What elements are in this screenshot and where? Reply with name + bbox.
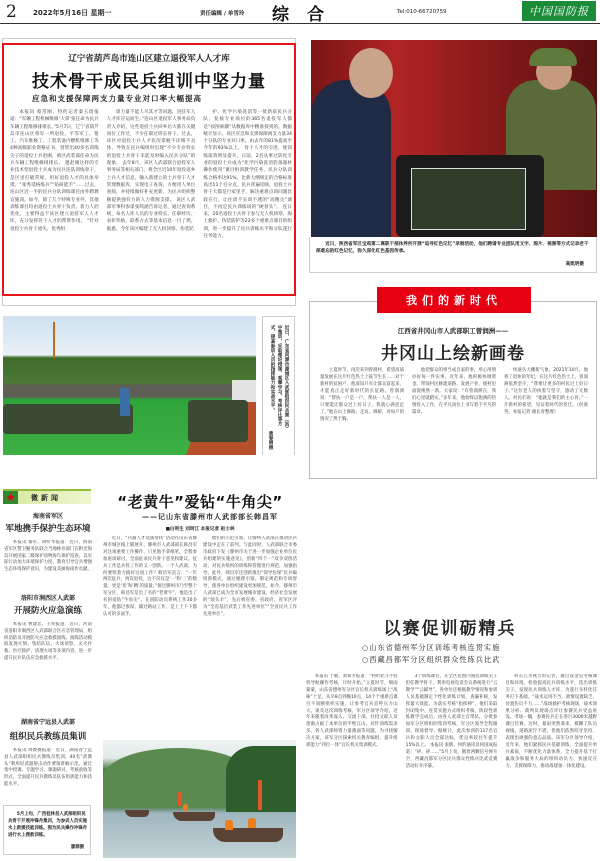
competition-column-text: 本报讯 于敏、刘知才报道：“利用北斗手持机导航操作考核，计时开始。”立夏时节，细雨蒙蒙，山东省德州军分区官长机关训练场上“战味”十足。从早8点到晚10点，14个个重难点课目不间断组织实施，让参考官兵直呼压力山大。谈及这次训练考核，军分区领导介绍，近年来随着改革深入，交流干部、社招文职人员逐渐占据了本单位的半壁江山。对针训练需求多、各人武部师资力量薄弱等问题，为寻找解决方案，该军分区探索机关教育编组，提升组训能力“四位一体”官长机关集训模式。: [306, 674, 398, 749]
veteran-photo-caption: 近日，陕西省军区宝鸡第二离职干部休养所开展“追寻红色记忆”录制活动，他们聘请专业团队用文字、图片、视频等方式记录老干部难忘的红色记忆，弥久深化红色基因传承。: [316, 242, 589, 254]
camera-screen: [411, 168, 526, 230]
interviewer-figure: [311, 80, 391, 237]
competition-body: [306, 674, 597, 858]
micro-news-label: 微新闻: [31, 494, 61, 502]
new-era-column: [412, 367, 496, 472]
micro-news-body: 本报讯 秦军、胡昕华报道：近日，海南省军区警卫勤务队联合当地林业部门在附近海岛开展国家二级保护动物海鸟保护巡查，以实际行动加大环境保护力度，教育引导官兵增强生态环境保护意识，为建设美丽海南作贡献。: [4, 540, 92, 573]
interviewer-head: [349, 48, 393, 98]
instructor: [120, 388, 130, 416]
ox-story-byline: ■白利生 刘珂江 本报记者 赵士林: [165, 527, 235, 532]
micro-news-body: 本报讯 周俊摄报道：近日，湖南省宁远县人武部组织民兵教练员集训，40名“武教头”利用轻武器射击动作要领讲解示范、通过集中授课、专题学习、课题研讨、考核验收等形式，全面提升民兵教练员队伍组训能力和技能水平。: [4, 748, 92, 787]
micro-news-headline[interactable]: 组织民兵教练员集训: [9, 732, 87, 742]
masthead: [0, 0, 600, 24]
micro-news-body: 本报讯 曹建忠、王铁报道：近日，河南省洛阳市涧西区人武部联合区应急管理局，组织消防员开展防火应急救援演练。演练活动模拟发现火情、集结队伍、火场侦察、灭火扑救、医疗救护、清理火场等多项内容，进一步提升民兵队伍应急救援水平。: [4, 622, 92, 661]
ox-story-body: [103, 536, 297, 738]
ox-column-text: 他们的示范引领，让滕州人武部在推动民兵建设中走在了前列。与此同时，人武部联合市委市政府下发《滕州市关于进一步加强企业单位民兵组建的实施意见》，创新“四个一”双争双创活动，对民兵组织的训练和管理进行规范，加强指导。此外，韩昌军还创新推出“领导包保”民兵编组新模式，通过梳理引领、制定规范和专项督导，使各单位组织建设更加规范。如今，滕州市人武部已成为全市发展城市建设、经济社会发展的“领头羊”，先后被省委、省政府、省军区评为“全省基层武装工作先进单位”“全省民兵工作先进单位”。: [203, 536, 297, 617]
lead-column-text: 训力量不能人尽其才等问题，进驻军人人才库应运而生。”连山区退役军人事务局负责人介绍，这些退役士兵回乡后大都在关键岗位工作过，不少任职过班长骨干。过去，该区对退役士兵人才状况掌握不详细不具体，导致在民兵编组时出现“不少专业特长的退役士兵骨干未能及时编入民兵分队”的现象。 去年8月，该区人武部联合退役军人事务局等相关部门，将全区近10年退役返乡士兵人才信息，输入新建立的士兵骨干人才管理数据库，实现电子查询，方便用人单位查阅，并持续做好补充更新，为民兵组织整顿提供强有力的人力资源支撑。 该区人武部军事科参谋张鸣涵告诉记者，通过查询系统，每名人库人员的专业特长、任职经历、表彰奖励、联系方式等基本信息一目了然。据悉，今年该区编建了无人机侦察、伪装防: [106, 110, 196, 232]
ox-column-text: 近日，“兵器人才选拔帮扶”活动在山东省滕州市城区线上铺展开。滕州市人武部部长韩昌军对这项重要工作操作，只见他手拿纸笔，全程参加座谈研讨，全面征求民兵骨干意见和建议。征兵工作是兵役工作的又一创新。一个人武部，为何要铁着力搞好这项工作？韩昌军直言：“一年两次征兵，两次退役，这不仅仅是‘一’和‘三’的数量，更是‘优’和‘精’的质量。”接过滕州市乃至整个军分区，韩昌军是出了名的“老黄牛”，他是出了名的爱钻“牛角尖”。在国防动员系统工作30多年，他都过参谋、辅过路站工作，是上上下下都认可的多面手。: [103, 536, 197, 617]
lead-column-text: 护、化学污染洗消等一批新质民兵分队，复核专业岗位的365名退役军人都是“按图索骥”从数据库中精准找到的。数据统计显示，该区应急和支援保障两支力量34个分队的专业对口率，由去年的81%提高至今年的93%以上。 骨干人才的引进，使训练质效明显提升。日前，2名从事过防化专业的退役士兵成为“化学污染洗消装备器材操作使用”课目组训教学任务，民兵分队训练合格率达91%，比新大纲规定的合格标准高出11个百分点。民兵普遍反映，退役士兵骨干大都是行家里手，解决重难点训问题比较在行，让往训不实训不透的“高精尖”课目，不再是民兵训练场的“硬骨头”。 连日来，20名退役士兵骨干参与无人机侦察、海上救护、伪装防护等23多个重难点课目的组训，进一步提升了民兵训练水平和分队遂行任务能力。: [203, 110, 293, 240]
boat: [213, 828, 283, 842]
lead-column-text: 本报讯 蔡常刚、特约记者秦玉琦报道：“军辆工程机械维修‘大拿’张任命为民兵车辆工程维修排排长。”5月7日，辽宁省葫芦岛市连山区将军一所退役，平等军工、钳工、汽车维修工、工程装备内燃机维修工等4种高级职业资格证书，曾带出40多名训练尖子的退役士兵赵刚，被区武装部任命为民兵车辆工程维修排排长。 邀赵刚这样的专业技术型退役士兵成为民兵连队训练骨干，是区里打破常规、用好退役人才的具体举措。“张秀延格练兵”“钻研能手”……过去，连山区近一半的民兵分队训练课目由外聘教官施训。如今，除了几个特殊专业外，其他训练课目均由退役士兵骨干负责。着力人的优化，主要得益于该区建立退役军人人才库，充分发挥骨干人才的帮带作用。 “针对退役士兵骨干流失、优秀组: [10, 110, 99, 232]
competition-subhead: ○山东省德州军分区训练考核连贯实施: [362, 643, 501, 652]
micro-news-headline[interactable]: 开展防火应急演练: [13, 606, 82, 616]
lead-headline: 技术骨干成民兵组训中坚力量: [32, 72, 266, 92]
lead-subheadline: 应急和支援保障两支力量专业对口率大幅提高: [32, 94, 202, 103]
competition-column: [505, 674, 597, 858]
lead-story[interactable]: [2, 43, 296, 296]
responsible-editor: 责任编辑 / 单雪玲: [200, 11, 245, 17]
boat: [125, 810, 149, 817]
veteran-photo-caption-box: [309, 237, 597, 273]
photo-credit: 廖源摄: [70, 845, 84, 850]
competition-column-text: 3个训练课目，在全区范围内遴选训练尖子担任教学骨干，利用电视电话会议系统进行“云教学”“云辅导”。各单位还根据教学情况和参训人员基础制定个性化训练计划，查漏补缺，发挥最大效能。为落实考核“指挥棒”，他们采取封闭集中、连贯实施方式组织考核，阶段性训练教学完成后，由各人武部主官带队，分批参加军分区组织的集训考核，军分区领导全程跟训、现场督导。据统计，此次参训的117名官兵和文职人员全部达标，优良率较往年提升15%以上。 本报讯 张帆、何约通讯员何国成报道：“砰、砰……”5月上旬，随着两颗信号弹升空，西藏昌都军分区民兵群众性练兵比武竞赛活动拉开序幕。: [405, 674, 498, 769]
section-title: 综合: [272, 5, 342, 25]
lead-kicker: 辽宁省葫芦岛市连山区建立退役军人人才库: [68, 54, 230, 64]
flag-icon: [258, 780, 262, 810]
new-era-column: [320, 367, 404, 472]
lead-body: [10, 109, 292, 295]
crane: [53, 322, 55, 358]
micro-news-kicker: 海南省军区: [32, 513, 63, 520]
rescuer: [183, 804, 188, 811]
military-cap: [529, 48, 577, 66]
lead-column: [203, 109, 292, 295]
new-era-column-text: 立夏时节，再次来到曾润村，希望高质量发展在这片红色热土上拔节生长……对于新村的贫困户，他深知只有让群众富起来，才能真正走好新时代的长征路。曾润洲说：“帮扶一户是一户，帮扶一人是一人，只要能让群众过上好日子，我就心满意足了。”他在山上修路、走访、调研，对每户的情况了然于胸。: [320, 368, 404, 422]
boat-photo-caption: 5月上旬，广西桂林县人武部组织民兵骨干开展冲锋舟集训，为参训人员实施水上救援技能训练。图为民兵操作冲锋舟进行水上搜救训练。: [8, 812, 88, 838]
issue-date: 2022年5月16日 星期一: [33, 9, 112, 17]
new-era-column: [504, 367, 588, 472]
lead-column: [10, 109, 99, 295]
page-number: 2: [6, 2, 17, 22]
new-era-column-text: 快速丛大棚新气象。2021年10月，他将了退休的年纪，在这片红色热土上，曾润洲依然坚守，“我要让更多的村民过上好日子。”这位老人的执着与坚守，感动了无数人。村民们说：“他就是我们的主心骨。”一片新村的希望，见证着时代的变迁。（何欲英、本报记者 谢长青整理）: [504, 368, 588, 415]
boat: [173, 812, 215, 821]
militia-training-photo[interactable]: [3, 316, 256, 455]
micro-news-headline[interactable]: 军地携手保护生态环境: [5, 524, 91, 534]
new-era-column-text: 他把群众的事当成自家的事，用心用情办好每一件实事。近年来，他积极协调资金，带领村民修建道路、发展产业，使村里面貌焕然一新。大家说：“有曾润洲在，我们心里就踏实。”多年来，他始终以饱满的热情投入工作，在平凡岗位上书写着不平凡的篇章。: [412, 368, 496, 415]
rescue-boat-photo[interactable]: [103, 740, 296, 858]
boat-photo-caption-box: [3, 805, 91, 855]
veteran-interview-photo[interactable]: [311, 40, 597, 237]
micro-news-banner: [3, 489, 91, 504]
competition-headline[interactable]: 以赛促训砺精兵: [383, 619, 517, 639]
competition-column-text: 科长江水燕告诉记者，通过设金皇考核课目和环境，检验提高民兵训练水平，选出训练尖子，发现民兵训练人才库，为遂行多样化任务打下基础。“战术运用不当，敌情设置缺乏，处置伤员不力……”战场救护考核现场，战术效果分析、裁判员现场点评让参赛民兵受益匪浅。考场一隅，参赛民兵正在进行3000米越野课目比赛。这时，暴雨突然袭来，模糊了队员视线，道路泥泞不堪，但他们依然咬牙坚持，表现出顽强的意志品质。该军分区领导介绍，近年来，他们紧抓民兵基础训练，全面提升单兵素质，不断优化力量体系，全力提升基于打赢战争和服务大局的组织动员力、快速反应力、支援保障力，推动战建备一体化建设。: [505, 674, 598, 769]
training-photo-caption: 近日，广东省河源市源城区人武部组织民兵营（站）中集训，采取理论授课、观摩学习、考核评比等方式，提高参训人员的指挥能力和实战水平。: [270, 325, 289, 431]
newspaper-logo: 中国国防报: [522, 1, 596, 21]
rescuer: [225, 820, 233, 830]
training-photo-caption-box: [262, 316, 295, 455]
ox-column: [103, 536, 197, 738]
photo-credit: 黄春丽摄: [268, 430, 273, 449]
new-era-body: [320, 367, 588, 472]
micro-news-kicker: 湖南省宁远县人武部: [20, 719, 75, 726]
building: [232, 380, 256, 402]
competition-column: [306, 674, 398, 858]
competition-subhead: ○西藏昌都军分区组织群众性练兵比武: [362, 655, 501, 664]
star-icon: ★: [3, 491, 18, 504]
ox-story-headline[interactable]: “老黄牛”爱钻“牛角尖”: [117, 493, 283, 511]
ox-story-subheadline: ——记山东省滕州市人武部部长韩昌军: [142, 512, 278, 521]
troops-right: [188, 400, 248, 442]
telephone: Tel:010-66720759: [397, 9, 447, 15]
troops-left: [3, 404, 133, 434]
lead-column: [107, 109, 196, 295]
micro-news-kicker: 洛阳市涧西区人武部: [20, 595, 75, 602]
ox-column: [203, 536, 297, 738]
new-era-headline: 井冈山上绘新画卷: [381, 344, 525, 364]
new-era-banner: 我们的新时代: [377, 287, 531, 313]
new-era-story[interactable]: [309, 301, 597, 479]
flag-icon: [178, 792, 182, 806]
competition-column: [406, 674, 498, 858]
rescuer: [248, 818, 256, 828]
new-era-kicker: 江西省井冈山市人武部职工曾润洲——: [397, 327, 509, 335]
photo-credit: 高凯明摄: [565, 262, 584, 267]
